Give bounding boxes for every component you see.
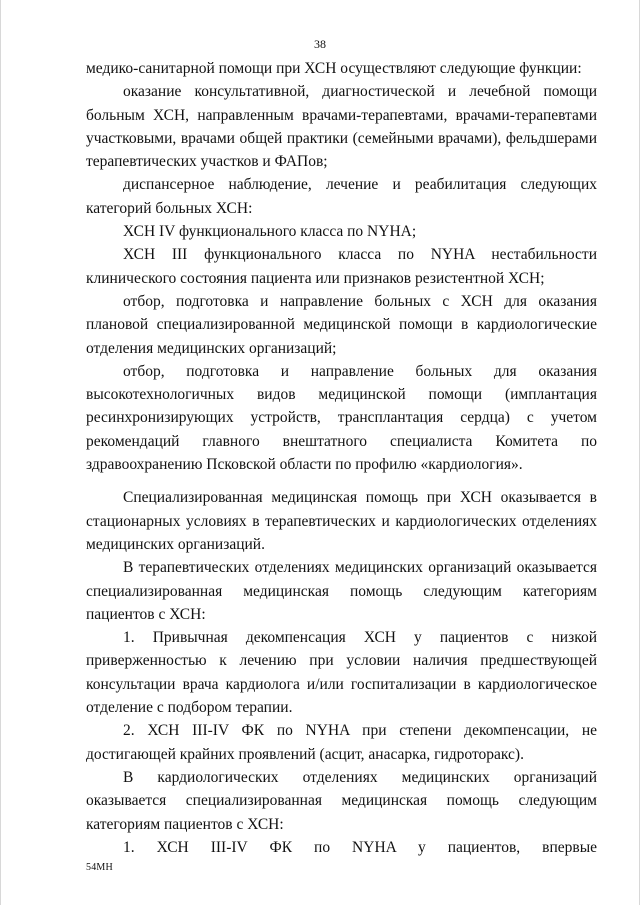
page-number: 38 — [314, 37, 326, 51]
list-item-hf-iii-iv-first-time: 1. ХСН III-IV ФК по NYHA у пациентов, впервые — [123, 838, 597, 856]
paragraph-specialized-care: Специализированная медицинская помощь при ХСН оказывается в стационарных условиях в терапевтических и кардиологических отделениях медицинских организаций. — [86, 489, 597, 553]
page-left-edge — [0, 0, 1, 905]
list-item-hf-iii-iv-fc: 2. ХСН III-IV ФК по NYHA при степени декомпенсации, не достигающей крайних проявлений (асцит, анасарка, гидроторакс). — [86, 722, 597, 763]
paragraph-functions-intro: медико-санитарной помощи при ХСН осуществляют следующие функции: — [86, 60, 582, 77]
list-item-habitual-decompensation: 1. Привычная декомпенсация ХСН у пациентов с низкой приверженностью к лечению при условии наличия предшествующей консультации врача кардиолога и/или госпитализации в кардиологическое отделение с подбором терапии. — [86, 629, 597, 717]
list-item-hf-class-iv: ХСН IV функционального класса по NYHA; — [123, 223, 417, 241]
paragraph-cardiology-departments: В кардиологических отделениях медицинских организаций оказывается специализированная медицинская помощь следующим категориям пациентов с ХСН: — [86, 768, 597, 833]
document-code: 54МН — [86, 862, 113, 873]
list-item-hf-class-iii: ХСН III функционального класса по NYHA нестабильности клинического состояния пациента или признаков резистентной ХСН; — [86, 246, 597, 287]
paragraph-dispensary-observation: диспансерное наблюдение, лечение и реабилитация следующих категорий больных ХСН: — [86, 176, 597, 217]
document-body — [86, 57, 597, 859]
paragraph-selection-high-tech-care: отбор, подготовка и направление больных для оказания высокотехнологичных видов медицинской помощи (имплантация ресинхронизирующих устройств, трансплантация сердца) с учетом рекомендаций главного внештатного специалиста Комитета по здравоохранению Псковской области по профилю «кардиология». — [86, 362, 597, 474]
paragraph-therapeutic-departments: В терапевтических отделениях медицинских организаций оказывается специализированная медицинская помощь следующим категориям пациентов с ХСН: — [86, 559, 597, 623]
paragraph-selection-planned-care: отбор, подготовка и направление больных с ХСН для оказания плановой специализированной медицинской помощи в кардиологические отделения медицинских организаций; — [86, 292, 597, 357]
paragraph-consultative-help: оказание консультативной, диагностической и лечебной помощи больным ХСН, направленным врачами-терапевтами, врачами-терапевтами участковыми, врачами общей практики (семейными врачами), фельдшерами терапевтических участков и ФАПов; — [86, 83, 597, 171]
